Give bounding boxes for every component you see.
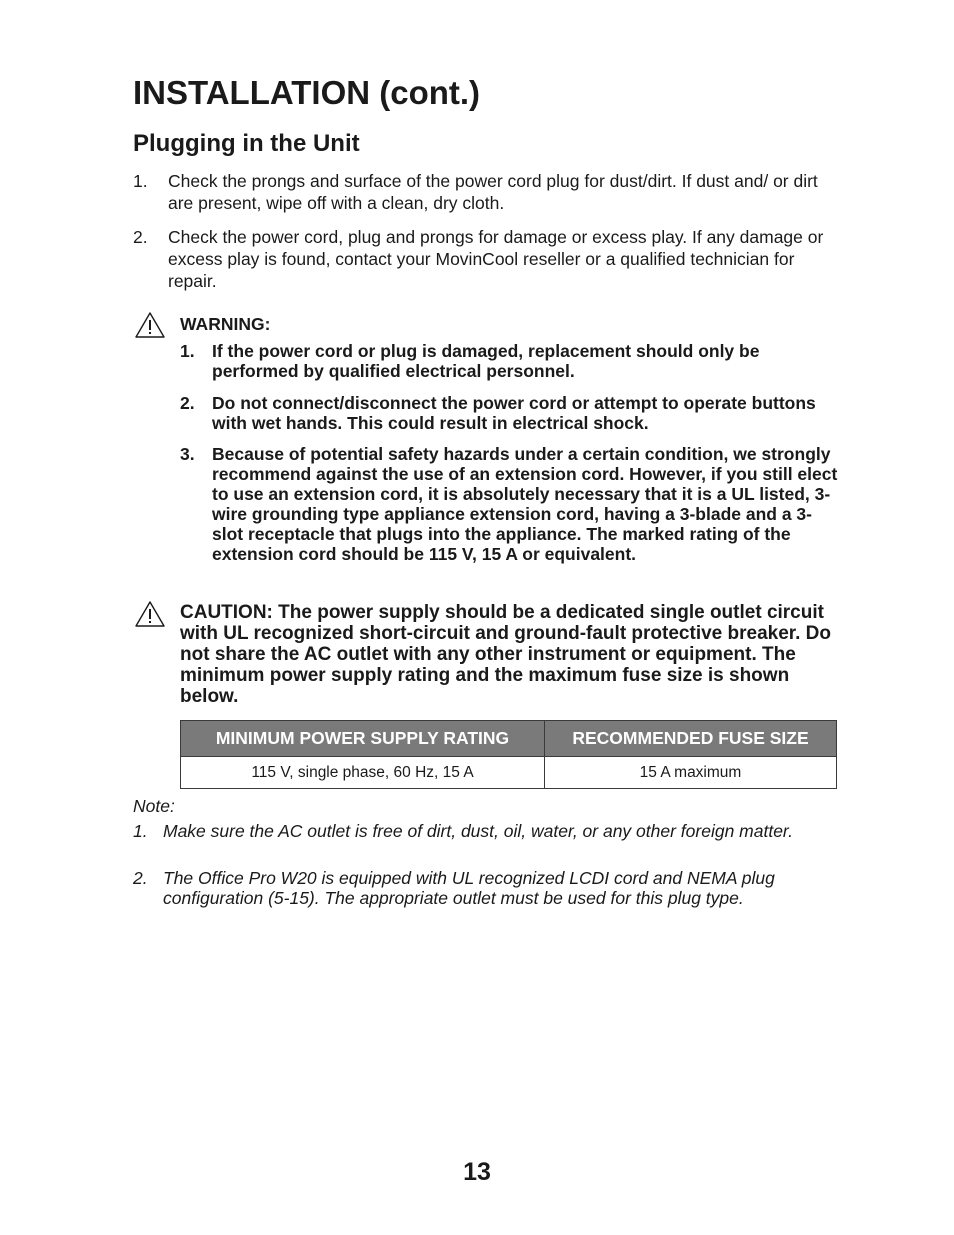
warning-triangle-icon: [134, 600, 166, 628]
note-label: Note:: [133, 796, 175, 816]
warning-text: Because of potential safety hazards under a certain condition, we strongly recommend against the use of an extension cord. However, if you still elect to use an extension cord, it is absolutely necessary that it is a UL listed, 3-wire grounding type appliance extension cord, having a 3-blade and a 3-slot receptacle that plugs into the appliance. The marked rating of the extension cord should be 115 V, 15 A or equivalent.: [212, 444, 838, 564]
list-text: Check the power cord, plug and prongs for damage or excess play. If any damage or excess play is found, contact your MovinCool reseller or a qualified technician for repair.: [168, 227, 824, 291]
table-row: [181, 757, 837, 789]
list-number: 1.: [133, 171, 148, 191]
caution-text: CAUTION: The power supply should be a dedicated single outlet circuit with UL recognized short-circuit and ground-fault protective breaker. Do not share the AC outlet with any other instrument or equipment. The minimum power supply rating and the maximum fuse size is shown below.: [180, 602, 832, 707]
note-text: The Office Pro W20 is equipped with UL recognized LCDI cord and NEMA plug configuration (5-15). The appropriate outlet must be used for this plug type.: [163, 868, 775, 908]
page-title: INSTALLATION (cont.): [133, 74, 481, 111]
list-text: Check the prongs and surface of the power cord plug for dust/dirt. If dust and/ or dirt are present, wipe off with a clean, dry cloth.: [168, 171, 818, 213]
list-number: 1.: [180, 341, 195, 361]
table-cell: 115 V, single phase, 60 Hz, 15 A: [181, 757, 545, 789]
warning-text: If the power cord or plug is damaged, replacement should only be performed by qualified electrical personnel.: [212, 341, 760, 381]
table-cell: 15 A maximum: [545, 757, 837, 789]
section-heading: Plugging in the Unit: [133, 130, 360, 157]
list-number: 2.: [180, 393, 195, 413]
table-header: RECOMMENDED FUSE SIZE: [545, 721, 837, 757]
power-rating-table: [180, 720, 837, 789]
list-number: 1.: [133, 821, 148, 841]
list-number: 2.: [133, 227, 148, 247]
warning-triangle-icon: [134, 311, 166, 339]
table-header-row: [181, 721, 837, 757]
table-header: MINIMUM POWER SUPPLY RATING: [181, 721, 545, 757]
warning-text: Do not connect/disconnect the power cord or attempt to operate buttons with wet hands. This could result in electrical shock.: [212, 393, 816, 433]
note-text: Make sure the AC outlet is free of dirt, dust, oil, water, or any other foreign matter.: [163, 821, 793, 841]
list-number: 2.: [133, 868, 148, 888]
page-number: 13: [463, 1158, 491, 1186]
list-number: 3.: [180, 444, 195, 464]
warning-label: WARNING:: [180, 314, 271, 334]
